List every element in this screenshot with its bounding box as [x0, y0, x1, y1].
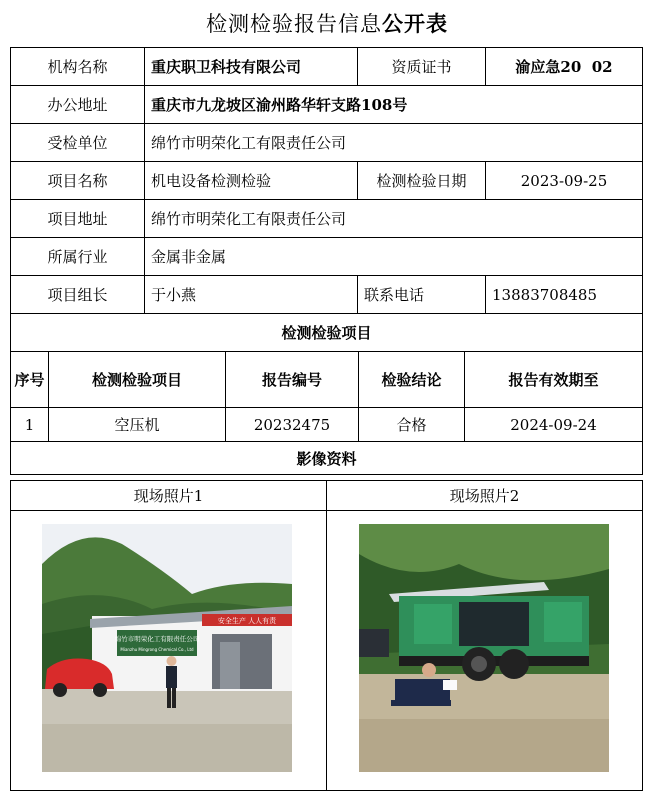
company-sign-sub: Mianzhu Mingrong Chemical Co., Ltd [120, 647, 194, 652]
row-item: 空压机 [49, 408, 226, 442]
inspected-unit-label: 受检单位 [11, 124, 145, 162]
phone-label: 联系电话 [358, 276, 486, 314]
col-header-valid-until: 报告有效期至 [465, 352, 643, 408]
org-label: 机构名称 [11, 48, 145, 86]
inspection-date-value: 2023-09-25 [486, 162, 643, 200]
address-value: 重庆市九龙坡区渝州路华轩支路108号 [145, 86, 643, 124]
project-address-value: 绵竹市明荣化工有限责任公司 [145, 200, 643, 238]
items-section-title: 检测检验项目 [11, 314, 643, 352]
project-name-label: 项目名称 [11, 162, 145, 200]
photos-table [10, 480, 643, 791]
row-report-no: 20232475 [226, 408, 359, 442]
phone-value: 13883708485 [486, 276, 643, 314]
items-table [10, 351, 643, 475]
company-sign: 绵竹市明荣化工有限责任公司 [114, 635, 200, 643]
org-value: 重庆职卫科技有限公司 [145, 48, 358, 86]
project-address-label: 项目地址 [11, 200, 145, 238]
page-title: 检测检验报告信息公开表 [206, 11, 448, 36]
inspected-unit-value: 绵竹市明荣化工有限责任公司 [145, 124, 643, 162]
banner-text: 安全生产 人人有责 [217, 617, 277, 625]
photo2-label: 现场照片2 [327, 481, 643, 511]
site-photo-2 [359, 524, 609, 772]
inspection-date-label: 检测检验日期 [358, 162, 486, 200]
col-header-seq: 序号 [11, 352, 49, 408]
col-header-conclusion: 检验结论 [359, 352, 465, 408]
project-name-value: 机电设备检测检验 [145, 162, 358, 200]
row-conclusion: 合格 [359, 408, 465, 442]
address-label: 办公地址 [11, 86, 145, 124]
col-header-item: 检测检验项目 [49, 352, 226, 408]
table-row [11, 408, 643, 442]
industry-label: 所属行业 [11, 238, 145, 276]
row-valid-until: 2024-09-24 [465, 408, 643, 442]
leader-value: 于小燕 [145, 276, 358, 314]
col-header-report-no: 报告编号 [226, 352, 359, 408]
cert-value: 渝应急20 02 [486, 48, 643, 86]
photo1-cell [11, 511, 327, 791]
industry-value: 金属非金属 [145, 238, 643, 276]
cert-label: 资质证书 [358, 48, 486, 86]
photo2-cell [327, 511, 643, 791]
row-seq: 1 [11, 408, 49, 442]
info-table [10, 47, 643, 352]
leader-label: 项目组长 [11, 276, 145, 314]
site-photo-1 [42, 524, 292, 772]
images-section-title: 影像资料 [11, 442, 643, 475]
photo1-label: 现场照片1 [11, 481, 327, 511]
